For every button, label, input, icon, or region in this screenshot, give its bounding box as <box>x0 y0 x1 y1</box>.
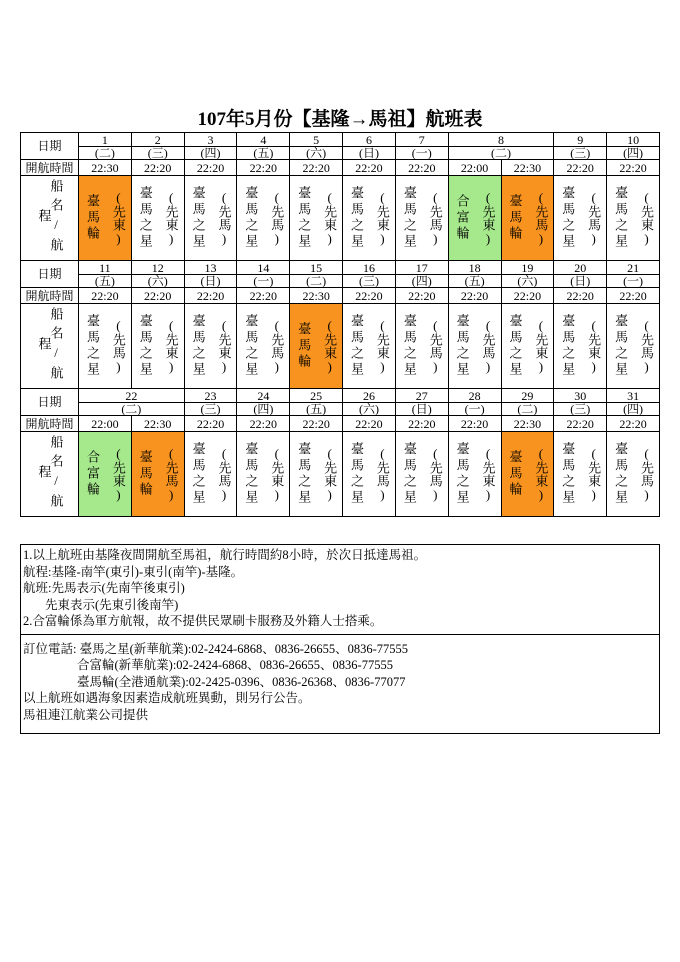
contact-line: 臺馬輪(全港通航業):02-2425-0396、0836-26368、0836-77077 <box>77 674 406 689</box>
route-text: (先馬) <box>639 318 655 374</box>
ship-cell-content <box>502 176 554 260</box>
ship-cell-content <box>185 432 237 516</box>
ship-name: 臺馬之星 <box>560 186 576 250</box>
ship-cell-content <box>79 304 131 388</box>
ship-name: 臺馬之星 <box>190 314 206 378</box>
notes-box <box>20 544 660 734</box>
weekday-cell: (一) <box>237 275 290 288</box>
time-cell: 22:20 <box>79 288 132 304</box>
weekday-cell: (五) <box>448 275 501 288</box>
date-cell: 3 <box>184 133 237 147</box>
ship-name: 臺馬之星 <box>349 314 365 378</box>
ship-cell-content <box>237 432 289 516</box>
ship-cell-content <box>449 304 501 388</box>
weekday-cell: (三) <box>554 403 607 416</box>
time-label: 開航時間 <box>21 160 79 176</box>
date-cell: 23 <box>184 389 237 403</box>
ship-name: 合富輪 <box>84 450 100 498</box>
date-cell: 13 <box>184 261 237 275</box>
time-cell: 22:30 <box>131 416 184 432</box>
weekday-cell: (三) <box>131 147 184 160</box>
weekday-cell: (六) <box>290 147 343 160</box>
ship-cell <box>501 304 554 389</box>
ship-cell <box>237 176 290 261</box>
ship-cell <box>79 304 132 389</box>
ship-name: 臺馬之星 <box>349 442 365 506</box>
ship-cell <box>554 304 607 389</box>
ship-name: 臺馬之星 <box>613 442 629 506</box>
contact-line: 合富輪(新華航業):02-2424-6868、0836-26655、0836-77555 <box>77 658 393 672</box>
time-cell: 22:20 <box>131 288 184 304</box>
ship-name: 臺馬之星 <box>349 186 365 250</box>
time-cell: 22:20 <box>343 160 396 176</box>
time-cell: 22:20 <box>290 160 343 176</box>
ship-name: 合富輪 <box>454 194 470 242</box>
route-text: (先東) <box>322 190 338 246</box>
time-cell: 22:20 <box>237 416 290 432</box>
ship-cell-content <box>607 304 659 388</box>
date-row <box>21 133 660 147</box>
ship-cell <box>237 304 290 389</box>
route-text: (先馬) <box>427 190 443 246</box>
time-cell: 22:00 <box>79 416 132 432</box>
ship-name: 臺馬之星 <box>84 314 100 378</box>
contact-line: 馬祖連江航業公司提供 <box>23 707 149 722</box>
time-cell: 22:20 <box>237 288 290 304</box>
time-cell: 22:20 <box>607 416 660 432</box>
ship-route-row <box>21 432 660 517</box>
ship-cell-content <box>607 176 659 260</box>
note-line: 航程:基隆-南竿(東引)-東引(南竿)-基隆。 <box>23 564 244 579</box>
ship-cell-content <box>237 176 289 260</box>
weekday-cell: (六) <box>343 403 396 416</box>
ship-cell <box>554 176 607 261</box>
weekday-cell: (四) <box>607 403 660 416</box>
ship-cell-content <box>343 176 395 260</box>
weekday-cell: (五) <box>79 275 132 288</box>
route-text: (先東) <box>639 190 655 246</box>
ship-route-row <box>21 304 660 389</box>
ship-cell-content <box>607 432 659 516</box>
route-text: (先東) <box>480 190 496 246</box>
date-cell: 22 <box>79 389 185 403</box>
ship-name: 臺馬之星 <box>243 442 259 506</box>
note-line: 航班:先馬表示(先南竿後東引) <box>23 581 185 595</box>
ship-cell <box>501 176 554 261</box>
weekday-cell: (一) <box>607 275 660 288</box>
time-cell: 22:30 <box>501 160 554 176</box>
time-cell: 22:20 <box>184 160 237 176</box>
departure-time-row <box>21 416 660 432</box>
route-text: (先馬) <box>374 446 390 502</box>
ship-label-text: 船名/航程 <box>36 307 64 385</box>
weekday-cell: (四) <box>607 147 660 160</box>
route-text: (先馬) <box>427 446 443 502</box>
weekday-cell: (日) <box>395 403 448 416</box>
ship-cell-content <box>132 304 184 388</box>
ship-cell-content <box>554 304 606 388</box>
route-text: (先東) <box>269 446 285 502</box>
route-text: (先東) <box>163 318 179 374</box>
date-cell: 15 <box>290 261 343 275</box>
ship-cell <box>395 304 448 389</box>
time-cell: 22:20 <box>395 160 448 176</box>
ship-cell <box>290 304 343 389</box>
time-cell: 22:00 <box>448 160 501 176</box>
ship-name: 臺馬輪 <box>296 322 312 370</box>
weekday-cell: (三) <box>184 403 237 416</box>
time-cell: 22:20 <box>343 416 396 432</box>
route-text: (先東) <box>322 318 338 374</box>
departure-time-row <box>21 160 660 176</box>
ship-name: 臺馬之星 <box>190 442 206 506</box>
page-title: 107年5月份【基隆→馬祖】航班表 <box>197 109 483 130</box>
ship-cell-content <box>79 432 131 516</box>
route-text: (先馬) <box>480 318 496 374</box>
ship-cell <box>184 176 237 261</box>
time-cell: 22:20 <box>395 288 448 304</box>
ship-cell <box>343 176 396 261</box>
time-cell: 22:30 <box>290 288 343 304</box>
ship-cell-content <box>290 176 342 260</box>
date-cell: 25 <box>290 389 343 403</box>
time-cell: 22:20 <box>184 416 237 432</box>
ship-label <box>21 176 79 261</box>
contact-section <box>21 635 659 734</box>
weekday-cell: (六) <box>131 275 184 288</box>
weekday-cell: (日) <box>554 275 607 288</box>
note-line: 1.以上航班由基隆夜間開航至馬祖，航行時間約8小時，於次日抵達馬祖。 <box>23 548 427 562</box>
route-text: (先東) <box>110 446 126 502</box>
route-text: (先東) <box>480 446 496 502</box>
ship-cell <box>448 304 501 389</box>
weekday-row <box>21 403 660 416</box>
ship-name: 臺馬之星 <box>560 442 576 506</box>
ship-cell <box>607 432 660 517</box>
ship-cell-content <box>343 304 395 388</box>
ship-cell <box>290 176 343 261</box>
weekday-cell: (二) <box>501 403 554 416</box>
ship-cell-content <box>396 304 448 388</box>
ship-cell-content <box>449 432 501 516</box>
route-text: (先馬) <box>639 446 655 502</box>
note-line: 先東表示(先東引後南竿) <box>45 597 179 612</box>
ship-cell-content <box>132 176 184 260</box>
time-cell: 22:20 <box>554 288 607 304</box>
ship-label-text: 船名/航程 <box>36 435 64 513</box>
date-cell: 1 <box>79 133 132 147</box>
date-row <box>21 389 660 403</box>
ship-cell <box>237 432 290 517</box>
ship-cell-content <box>343 432 395 516</box>
weekday-row <box>21 275 660 288</box>
ship-name: 臺馬之星 <box>613 314 629 378</box>
date-cell: 18 <box>448 261 501 275</box>
weekday-cell: (一) <box>395 147 448 160</box>
ship-cell-content <box>132 432 184 516</box>
time-cell: 22:20 <box>395 416 448 432</box>
ship-name: 臺馬之星 <box>613 186 629 250</box>
ship-cell-content <box>185 304 237 388</box>
ship-cell-content <box>502 304 554 388</box>
contact-line: 訂位電話: 臺馬之星(新華航業):02-2424-6868、0836-26655、0836-77555 <box>23 641 409 656</box>
date-cell: 29 <box>501 389 554 403</box>
time-cell: 22:20 <box>237 160 290 176</box>
weekday-cell: (日) <box>343 147 396 160</box>
route-text: (先馬) <box>216 446 232 502</box>
weekday-cell: (二) <box>290 275 343 288</box>
route-text: (先馬) <box>269 318 285 374</box>
weekday-cell: (四) <box>184 147 237 160</box>
date-cell: 21 <box>607 261 660 275</box>
ship-cell <box>448 432 501 517</box>
date-cell: 12 <box>131 261 184 275</box>
date-cell: 27 <box>395 389 448 403</box>
date-label: 日期 <box>21 133 79 160</box>
date-cell: 28 <box>448 389 501 403</box>
time-cell: 22:30 <box>79 160 132 176</box>
weekday-cell: (四) <box>395 275 448 288</box>
time-label: 開航時間 <box>21 288 79 304</box>
weekday-cell: (四) <box>237 403 290 416</box>
departure-time-row <box>21 288 660 304</box>
ship-cell <box>131 432 184 517</box>
date-cell: 9 <box>554 133 607 147</box>
ship-name: 臺馬之星 <box>296 442 312 506</box>
ship-cell <box>79 432 132 517</box>
ship-name: 臺馬之星 <box>137 186 153 250</box>
date-cell: 19 <box>501 261 554 275</box>
weekday-cell: (三) <box>343 275 396 288</box>
date-label: 日期 <box>21 261 79 288</box>
date-cell: 16 <box>343 261 396 275</box>
date-label: 日期 <box>21 389 79 416</box>
date-cell: 5 <box>290 133 343 147</box>
time-cell: 22:20 <box>290 416 343 432</box>
date-cell: 6 <box>343 133 396 147</box>
notes-section <box>21 545 659 635</box>
weekday-cell: (二) <box>79 147 132 160</box>
date-cell: 8 <box>448 133 554 147</box>
time-cell: 22:20 <box>607 288 660 304</box>
ship-name: 臺馬之星 <box>507 314 523 378</box>
time-cell: 22:20 <box>501 288 554 304</box>
time-label: 開航時間 <box>21 416 79 432</box>
ship-cell-content <box>554 176 606 260</box>
ship-cell-content <box>396 176 448 260</box>
route-text: (先馬) <box>427 318 443 374</box>
weekday-cell: (日) <box>184 275 237 288</box>
ship-cell <box>448 176 501 261</box>
ship-cell <box>290 432 343 517</box>
date-cell: 7 <box>395 133 448 147</box>
route-text: (先東) <box>374 190 390 246</box>
ship-cell-content <box>79 176 131 260</box>
route-text: (先東) <box>374 318 390 374</box>
ship-name: 臺馬輪 <box>84 194 100 242</box>
ship-cell-content <box>554 432 606 516</box>
route-text: (先馬) <box>269 190 285 246</box>
ship-cell <box>395 176 448 261</box>
ship-cell <box>131 176 184 261</box>
ship-cell-content <box>290 432 342 516</box>
ship-label <box>21 432 79 517</box>
ship-cell <box>343 432 396 517</box>
time-cell: 22:20 <box>554 416 607 432</box>
time-cell: 22:20 <box>131 160 184 176</box>
date-cell: 2 <box>131 133 184 147</box>
weekday-cell: (六) <box>501 275 554 288</box>
date-cell: 20 <box>554 261 607 275</box>
ship-name: 臺馬之星 <box>190 186 206 250</box>
weekday-cell: (二) <box>448 147 554 160</box>
ship-name: 臺馬之星 <box>401 186 417 250</box>
date-cell: 31 <box>607 389 660 403</box>
date-row <box>21 261 660 275</box>
date-cell: 17 <box>395 261 448 275</box>
time-cell: 22:20 <box>184 288 237 304</box>
date-cell: 24 <box>237 389 290 403</box>
ship-name: 臺馬之星 <box>401 314 417 378</box>
route-text: (先馬) <box>533 190 549 246</box>
weekday-cell: (三) <box>554 147 607 160</box>
ship-cell-content <box>237 304 289 388</box>
ship-route-row <box>21 176 660 261</box>
ship-name: 臺馬之星 <box>243 314 259 378</box>
ship-name: 臺馬輪 <box>137 450 153 498</box>
ship-cell-content <box>290 304 342 388</box>
ship-cell-content <box>396 432 448 516</box>
time-cell: 22:20 <box>554 160 607 176</box>
route-text: (先東) <box>110 190 126 246</box>
date-cell: 26 <box>343 389 396 403</box>
ship-name: 臺馬之星 <box>243 186 259 250</box>
route-text: (先東) <box>533 318 549 374</box>
route-text: (先馬) <box>163 446 179 502</box>
time-cell: 22:20 <box>448 416 501 432</box>
ship-cell <box>607 176 660 261</box>
route-text: (先東) <box>163 190 179 246</box>
ship-cell <box>184 432 237 517</box>
date-cell: 10 <box>607 133 660 147</box>
contact-line: 以上航班如遇海象因素造成航班異動，則另行公告。 <box>23 691 311 705</box>
date-cell: 30 <box>554 389 607 403</box>
ship-name: 臺馬之星 <box>296 186 312 250</box>
ship-label-text: 船名/航程 <box>36 179 64 257</box>
ship-cell <box>607 304 660 389</box>
ship-cell-content <box>449 176 501 260</box>
date-cell: 4 <box>237 133 290 147</box>
weekday-cell: (五) <box>290 403 343 416</box>
ship-cell-content <box>502 432 554 516</box>
route-text: (先馬) <box>110 318 126 374</box>
time-cell: 22:20 <box>448 288 501 304</box>
note-line: 2.合富輪係為軍方航報，故不提供民眾刷卡服務及外籍人士搭乘。 <box>23 614 383 628</box>
ship-cell <box>343 304 396 389</box>
ship-cell <box>395 432 448 517</box>
ship-name: 臺馬之星 <box>560 314 576 378</box>
weekday-cell: (一) <box>448 403 501 416</box>
time-cell: 22:20 <box>607 160 660 176</box>
route-text: (先東) <box>322 446 338 502</box>
ship-cell-content <box>185 176 237 260</box>
ship-name: 臺馬之星 <box>137 314 153 378</box>
time-cell: 22:20 <box>343 288 396 304</box>
ship-name: 臺馬之星 <box>454 442 470 506</box>
date-cell: 14 <box>237 261 290 275</box>
ship-cell <box>501 432 554 517</box>
ship-name: 臺馬之星 <box>454 314 470 378</box>
ship-name: 臺馬輪 <box>507 450 523 498</box>
ship-cell <box>184 304 237 389</box>
weekday-cell: (二) <box>79 403 185 416</box>
route-text: (先東) <box>586 318 602 374</box>
route-text: (先馬) <box>216 190 232 246</box>
ship-name: 臺馬輪 <box>507 194 523 242</box>
route-text: (先馬) <box>586 190 602 246</box>
ship-name: 臺馬之星 <box>401 442 417 506</box>
ship-cell <box>79 176 132 261</box>
ship-cell <box>554 432 607 517</box>
weekday-row <box>21 147 660 160</box>
date-cell: 11 <box>79 261 132 275</box>
route-text: (先東) <box>533 446 549 502</box>
ship-cell <box>131 304 184 389</box>
ship-label <box>21 304 79 389</box>
schedule-table <box>20 132 660 517</box>
time-cell: 22:30 <box>501 416 554 432</box>
weekday-cell: (五) <box>237 147 290 160</box>
route-text: (先東) <box>216 318 232 374</box>
route-text: (先東) <box>586 446 602 502</box>
